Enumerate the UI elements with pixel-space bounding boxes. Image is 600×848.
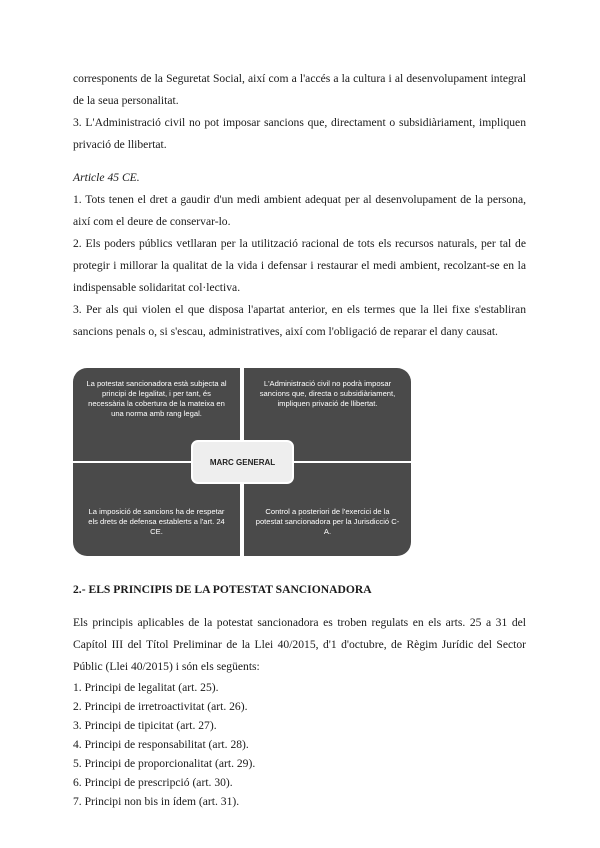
diagram-top-left-text: La potestat sancionadora està subjecta al principi de legalitat, i per tant, és necessària la cobertura de la mateixa en una norma amb rang legal. [86, 379, 227, 418]
diagram-bottom-left-text: La imposició de sancions ha de respetar els drets de defensa establerts a l'art. 24 CE. [88, 507, 225, 536]
article-45-paragraph-1: 1. Tots tenen el dret a gaudir d'un medi ambient adequat per al desenvolupament de la persona, així com el deure de conservar-lo. [73, 193, 526, 228]
section-2-intro: Els principis aplicables de la potestat sancionadora es troben regulats en els arts. 25 a 31 del Capítol III del Títol Preliminar de la Llei 40/2015, d'1 d'octubre, de Règim Jurídic del Sector Públic (Llei 40/2015) i són els següents: [73, 616, 526, 673]
list-item: 2. Principi de irretroactivitat (art. 26). [73, 700, 248, 713]
list-item: 1. Principi de legalitat (art. 25). [73, 681, 219, 694]
marc-general-diagram [73, 368, 411, 556]
intro-paragraph-1: corresponents de la Seguretat Social, així com a l'accés a la cultura i al desenvolupament integral de la seua personalitat. [73, 72, 526, 107]
list-item: 3. Principi de tipicitat (art. 27). [73, 719, 217, 732]
list-item: 7. Principi non bis in ídem (art. 31). [73, 795, 240, 808]
diagram-top-right-text: L'Administració civil no podrà imposar sancions que, directa o subsidiàriament, impliquen privació de llibertat. [259, 379, 396, 408]
article-45-title: Article 45 CE. [73, 171, 140, 184]
intro-paragraph-2: 3. L'Administració civil no pot imposar sancions que, directament o subsidiàriament, impliquen privació de llibertat. [73, 116, 526, 151]
article-45-paragraph-3: 3. Per als qui violen el que disposa l'apartat anterior, en els termes que la llei fixe s'establiran sancions penals o, si s'escau, administratives, així com l'obligació de reparar el dany causat. [73, 303, 526, 338]
list-item: 5. Principi de proporcionalitat (art. 29). [73, 757, 256, 770]
article-45-paragraph-2: 2. Els poders públics vetllaran per la utilització racional de tots els recursos naturals, per tal de protegir i millorar la qualitat de la vida i defensar i restaurar el medi ambient, recolzant-se en la indispensable solidaritat col·lectiva. [73, 237, 526, 294]
diagram-center-label: MARC GENERAL [191, 440, 294, 484]
diagram-bottom-right-text: Control a posteriori de l'exercici de la potestat sancionadora per la Jurisdicció C-A. [255, 507, 400, 536]
document-page [73, 68, 526, 811]
principles-list [73, 678, 526, 811]
list-item: 4. Principi de responsabilitat (art. 28). [73, 738, 249, 751]
list-item: 6. Principi de prescripció (art. 30). [73, 776, 233, 789]
section-2-heading: 2.- ELS PRINCIPIS DE LA POTESTAT SANCIONADORA [73, 583, 372, 596]
